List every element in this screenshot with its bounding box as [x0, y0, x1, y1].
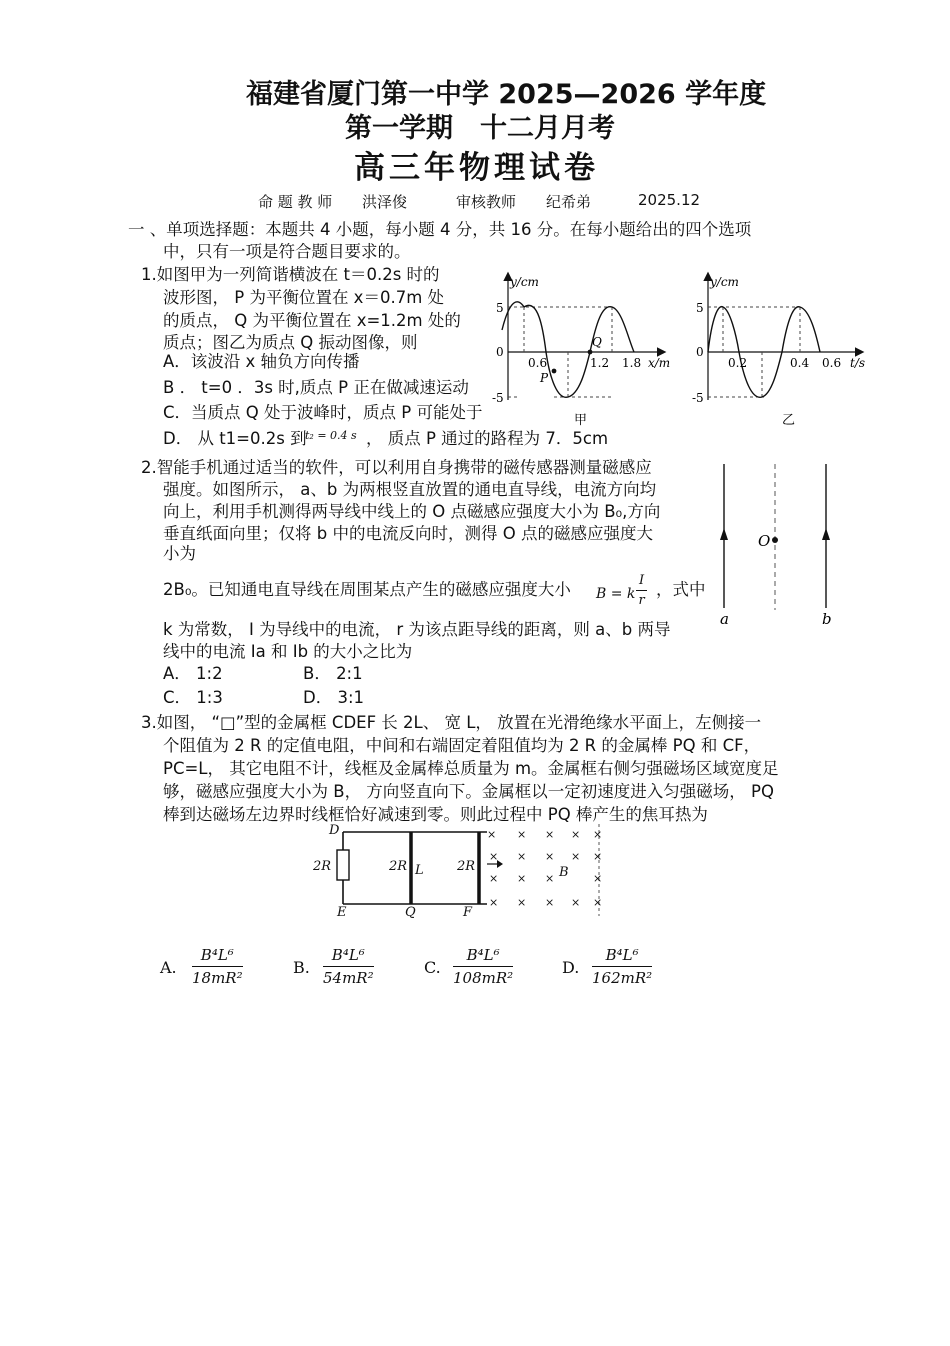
yi-tick-y-0: 0: [696, 345, 704, 359]
header-line1: 福建省厦门第一中学 2025—2026 学年度: [246, 79, 767, 110]
q1-line3: 的质点， Q 为平衡位置在 x=1.2m 处的: [163, 311, 461, 330]
q3-option-d-label: D.: [562, 958, 580, 977]
author-name: 洪泽俊: [362, 193, 408, 211]
q2-line-after1: k 为常数， I 为导线中的电流， r 为该点距导线的距离，则 a、b 两导: [163, 620, 671, 639]
yi-tick-y-5: 5: [696, 301, 704, 315]
label-l: L: [415, 863, 424, 878]
label-r-left: 2R: [313, 859, 332, 874]
q1-option-a: A．该波沿 x 轴负方向传播: [163, 352, 360, 371]
yi-tick-x-04: 0.4: [790, 356, 810, 370]
exam-date: 2025.12: [638, 191, 701, 209]
q3-option-b-den: 54mR²: [323, 969, 374, 987]
svg-text:×: ×: [571, 850, 581, 863]
q3-option-c-num: B⁴L⁶: [453, 946, 513, 967]
q3-line5: 棒到达磁场左边界时线框恰好减速到零。则此过程中 PQ 棒产生的焦耳热为: [163, 805, 708, 824]
q2-option-c: C． 1:3: [163, 688, 223, 707]
svg-text:×: ×: [593, 872, 603, 885]
yi-xlabel: t/s: [850, 356, 866, 370]
reviewer-label: 审核教师: [456, 193, 517, 211]
q2-formula-num: I: [636, 573, 647, 591]
svg-text:×: ×: [517, 896, 527, 909]
section1-line2: 中，只有一项是符合题目要求的。: [163, 242, 411, 261]
label-r-mid: 2R: [389, 859, 408, 874]
svg-text:×: ×: [489, 850, 499, 863]
svg-text:×: ×: [545, 850, 555, 863]
q2-line4: 垂直纸面向里；仅将 b 中的电流反向时，测得 O 点的磁感应强度大: [163, 524, 653, 543]
jia-caption: 甲: [574, 413, 588, 428]
q3-line4: 够，磁感应强度大小为 B， 方向竖直向下。金属框以一定初速度进入匀强磁场， PQ: [163, 782, 774, 801]
author-label: 命 题 教 师: [258, 193, 333, 211]
resistor-left: [337, 850, 349, 880]
jia-tick-x-06: 0.6: [528, 356, 548, 370]
svg-text:×: ×: [571, 896, 581, 909]
jia-tick-y-0: 0: [496, 345, 504, 359]
q2-line2: 强度。如图所示， a、b 为两根竖直放置的通电直导线，电流方向均: [163, 480, 657, 499]
q2-formula-lhs: B = k: [596, 586, 636, 602]
svg-text:×: ×: [593, 850, 603, 863]
yi-caption: 乙: [782, 413, 796, 428]
q1-line2: 波形图， P 为平衡位置在 x＝0.7m 处: [163, 288, 445, 307]
q3-option-b-num: B⁴L⁶: [323, 946, 374, 967]
q2-formula-den: r: [638, 593, 645, 608]
yi-tick-y-neg5: -5: [692, 391, 704, 405]
q2-formula-line-post: ，式中: [656, 580, 706, 599]
q2-line5: 小为: [163, 544, 196, 563]
q1-option-d-post: ， 质点 P 通过的路程为 7．5cm: [366, 429, 609, 448]
jia-tick-y-neg5: -5: [492, 391, 504, 405]
jia-tick-y-5: 5: [496, 301, 504, 315]
q3-option-c-den: 108mR²: [453, 969, 514, 987]
label-b: b: [822, 610, 832, 628]
svg-text:×: ×: [545, 828, 555, 841]
q3-option-a-label: A.: [160, 958, 177, 977]
jia-ylabel: y/cm: [510, 275, 539, 289]
q3-option-b: [323, 946, 374, 987]
q1-line4: 质点；图乙为质点 Q 振动图像，则: [163, 333, 418, 352]
q3-option-a: [192, 946, 243, 987]
label-e: E: [337, 905, 347, 920]
q1-line1: 1.如图甲为一列简谐横波在 t＝0.2s 时的: [141, 265, 440, 284]
yi-ylabel: y/cm: [710, 275, 739, 289]
svg-text:×: ×: [593, 828, 603, 841]
label-a: a: [720, 610, 729, 628]
page-title: 高三年物理试卷: [354, 150, 599, 186]
q3-option-d-num: B⁴L⁶: [592, 946, 652, 967]
circuit-figure: [305, 820, 610, 922]
q3-option-d: [592, 946, 652, 987]
q3-option-d-den: 162mR²: [592, 969, 653, 987]
jia-xlabel: x/m: [648, 356, 671, 370]
wires-figure: [708, 460, 848, 630]
label-d: D: [329, 823, 340, 838]
label-q: Q: [592, 335, 602, 349]
label-b-field: B: [559, 865, 569, 880]
label-q3: Q: [405, 905, 416, 920]
q2-line3: 向上，利用手机测得两导线中线上的 O 点磁感应强度大小为 B₀,方向: [163, 502, 661, 521]
section1-line1: 一 、单项选择题：本题共 4 小题，每小题 4 分，共 16 分。在每小题给出的四个选项: [128, 220, 752, 239]
q3-line2: 个阻值为 2 R 的定值电阻，中间和右端固定着阻值均为 2 R 的金属棒 PQ 和 CF，: [163, 736, 761, 755]
q3-option-c: [453, 946, 513, 987]
wire-a-arrow: [720, 528, 728, 540]
q3-option-b-label: B.: [293, 958, 310, 977]
q3-line3: PC=L， 其它电阻不计，线框及金属棒总质量为 m。金属框右侧匀强磁场区域宽度足: [163, 759, 779, 778]
svg-text:×: ×: [487, 828, 497, 841]
label-r-right: 2R: [457, 859, 476, 874]
yi-tick-x-02: 0.2: [728, 356, 748, 370]
svg-text:×: ×: [545, 872, 555, 885]
q2-formula-line-pre: 2B₀。已知通电直导线在周围某点产生的磁感应强度大小: [163, 580, 571, 599]
header-line2: 第一学期 十二月月考: [345, 113, 615, 144]
svg-text:×: ×: [489, 896, 499, 909]
q2-line1: 2.智能手机通过适当的软件，可以利用自身携带的磁传感器测量磁感应: [141, 458, 652, 477]
vibration-graph-yi: [694, 268, 874, 430]
label-f: F: [463, 905, 473, 920]
wire-b-arrow: [822, 528, 830, 540]
q1-option-d-pre: D． 从 t1=0.2s 到: [163, 429, 307, 448]
point-q-marker: [588, 350, 593, 355]
q2-formula-fraction: [636, 573, 647, 608]
svg-text:×: ×: [489, 872, 499, 885]
q3-line1: 3.如图， “□”型的金属框 CDEF 长 2L、 宽 L， 放置在光滑绝缘水平面上，左侧接一: [141, 713, 762, 732]
q3-option-a-num: B⁴L⁶: [192, 946, 243, 967]
wave-graph-jia: [488, 268, 678, 430]
q3-option-c-label: C.: [424, 958, 441, 977]
svg-text:×: ×: [545, 896, 555, 909]
reviewer-name: 纪希弟: [546, 193, 592, 211]
svg-text:×: ×: [571, 828, 581, 841]
label-p: P: [540, 371, 549, 385]
svg-text:×: ×: [517, 850, 527, 863]
q3-option-a-den: 18mR²: [192, 969, 243, 987]
svg-text:×: ×: [517, 828, 527, 841]
jia-tick-x-12: 1.2: [590, 356, 610, 370]
label-o: O: [758, 532, 771, 550]
q2-option-a: A． 1:2: [163, 664, 223, 683]
magnetic-field-crosses: [487, 828, 602, 909]
svg-text:×: ×: [517, 872, 527, 885]
svg-text:×: ×: [593, 896, 603, 909]
q1-option-d-t2: t₂ = 0.4 s: [305, 429, 357, 442]
yi-tick-x-06: 0.6: [822, 356, 842, 370]
q2-option-d: D． 3:1: [303, 688, 365, 707]
point-o-marker: [772, 537, 778, 543]
q1-option-b: B ． t=0 ．3s 时,质点 P 正在做减速运动: [163, 378, 469, 397]
q1-option-c: C．当质点 Q 处于波峰时，质点 P 可能处于: [163, 403, 483, 422]
point-p-marker: [552, 369, 557, 374]
q2-option-b: B． 2:1: [303, 664, 363, 683]
jia-tick-x-18: 1.8: [622, 356, 642, 370]
q2-line-after2: 线中的电流 Ia 和 Ib 的大小之比为: [163, 642, 413, 661]
